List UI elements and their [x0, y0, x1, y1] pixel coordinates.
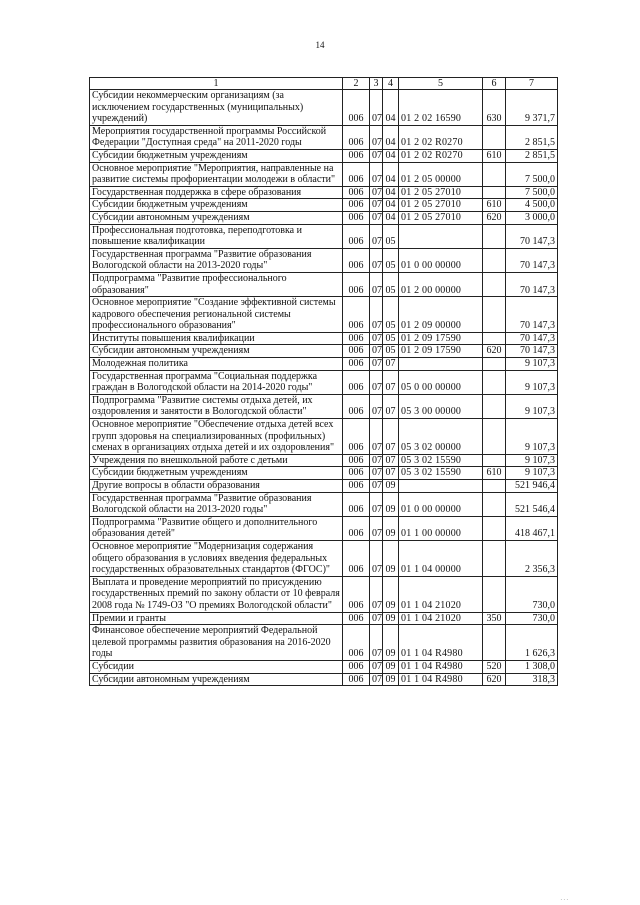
row-amount: 521 946,4 [506, 480, 558, 493]
row-expense-type [483, 394, 506, 418]
row-target-article [399, 358, 483, 371]
row-ministry-code: 006 [343, 660, 370, 673]
row-name: Основное мероприятие "Обеспечение отдыха детей всех групп здоровья на специализированных (профильных) сменах в организациях отдыха детей и их оздоровления" [90, 419, 343, 455]
row-subsection-code: 04 [383, 186, 399, 199]
row-name: Государственная поддержка в сфере образования [90, 186, 343, 199]
row-target-article [399, 480, 483, 493]
table-row [90, 454, 558, 467]
row-expense-type [483, 454, 506, 467]
table-row [90, 480, 558, 493]
row-target-article: 01 2 09 17590 [399, 345, 483, 358]
header-col-5: 5 [399, 78, 483, 90]
table-row [90, 516, 558, 540]
row-expense-type: 610 [483, 467, 506, 480]
row-target-article: 01 0 00 00000 [399, 248, 483, 272]
row-section-code: 07 [370, 224, 383, 248]
row-target-article: 01 1 04 21020 [399, 576, 483, 612]
row-subsection-code: 05 [383, 272, 399, 296]
row-subsection-code: 07 [383, 467, 399, 480]
row-name: Государственная программа "Социальная поддержка граждан в Вологодской области на 2014-2020 годы" [90, 370, 343, 394]
row-section-code: 07 [370, 516, 383, 540]
row-section-code: 07 [370, 576, 383, 612]
row-amount: 9 107,3 [506, 358, 558, 371]
row-subsection-code: 07 [383, 394, 399, 418]
row-name: Субсидии бюджетным учреждениям [90, 467, 343, 480]
row-target-article: 01 1 04 R4980 [399, 660, 483, 673]
row-name: Субсидии автономным учреждениям [90, 673, 343, 686]
row-ministry-code: 006 [343, 162, 370, 186]
row-amount: 70 147,3 [506, 272, 558, 296]
corner-mark: . . . [560, 896, 568, 902]
table-row [90, 419, 558, 455]
row-ministry-code: 006 [343, 358, 370, 371]
row-name: Государственная программа "Развитие образования Вологодской области на 2013-2020 годы" [90, 248, 343, 272]
row-target-article: 05 0 00 00000 [399, 370, 483, 394]
row-amount: 9 371,7 [506, 90, 558, 126]
row-ministry-code: 006 [343, 199, 370, 212]
row-amount: 9 107,3 [506, 454, 558, 467]
row-ministry-code: 006 [343, 419, 370, 455]
row-target-article: 01 2 02 R0270 [399, 125, 483, 149]
table-row [90, 673, 558, 686]
row-section-code: 07 [370, 370, 383, 394]
row-expense-type [483, 358, 506, 371]
row-ministry-code: 006 [343, 576, 370, 612]
row-section-code: 07 [370, 660, 383, 673]
row-expense-type [483, 370, 506, 394]
table-row [90, 186, 558, 199]
table-row [90, 248, 558, 272]
header-col-6: 6 [483, 78, 506, 90]
row-subsection-code: 05 [383, 332, 399, 345]
row-amount: 70 147,3 [506, 332, 558, 345]
row-name: Основное мероприятие "Мероприятия, направленные на развитие системы профориентации молодежи в области" [90, 162, 343, 186]
row-name: Молодежная политика [90, 358, 343, 371]
row-target-article: 05 3 02 15590 [399, 467, 483, 480]
row-target-article: 01 2 05 27010 [399, 186, 483, 199]
row-amount: 730,0 [506, 612, 558, 625]
row-subsection-code: 05 [383, 345, 399, 358]
row-name: Подпрограмма "Развитие общего и дополнительного образования детей" [90, 516, 343, 540]
table-row [90, 576, 558, 612]
row-ministry-code: 006 [343, 467, 370, 480]
row-target-article: 01 0 00 00000 [399, 492, 483, 516]
row-target-article: 01 1 04 21020 [399, 612, 483, 625]
row-target-article: 01 2 09 17590 [399, 332, 483, 345]
row-ministry-code: 006 [343, 480, 370, 493]
row-target-article: 01 1 04 00000 [399, 540, 483, 576]
row-expense-type [483, 332, 506, 345]
row-target-article: 01 2 02 16590 [399, 90, 483, 126]
row-ministry-code: 006 [343, 673, 370, 686]
row-name: Субсидии бюджетным учреждениям [90, 199, 343, 212]
row-expense-type: 620 [483, 673, 506, 686]
row-ministry-code: 006 [343, 149, 370, 162]
row-subsection-code: 04 [383, 125, 399, 149]
row-expense-type [483, 419, 506, 455]
row-section-code: 07 [370, 358, 383, 371]
row-subsection-code: 04 [383, 211, 399, 224]
row-section-code: 07 [370, 211, 383, 224]
row-expense-type [483, 480, 506, 493]
row-name: Финансовое обеспечение мероприятий Федеральной целевой программы развития образования на 2016-2020 годы [90, 625, 343, 661]
row-ministry-code: 006 [343, 345, 370, 358]
table-body [90, 90, 558, 686]
page-number: 14 [315, 40, 325, 50]
row-name: Институты повышения квалификации [90, 332, 343, 345]
row-section-code: 07 [370, 673, 383, 686]
row-amount: 1 308,0 [506, 660, 558, 673]
row-target-article: 01 2 00 00000 [399, 272, 483, 296]
row-section-code: 07 [370, 345, 383, 358]
table-row [90, 540, 558, 576]
row-name: Выплата и проведение мероприятий по присуждению государственных премий по закону области от 10 февраля 2008 года № 1749-ОЗ "О премиях Вологодской области" [90, 576, 343, 612]
row-section-code: 07 [370, 540, 383, 576]
row-amount: 9 107,3 [506, 370, 558, 394]
row-ministry-code: 006 [343, 492, 370, 516]
table-row [90, 211, 558, 224]
row-ministry-code: 006 [343, 516, 370, 540]
table-row [90, 345, 558, 358]
row-subsection-code: 07 [383, 370, 399, 394]
row-amount: 730,0 [506, 576, 558, 612]
row-section-code: 07 [370, 162, 383, 186]
table-row [90, 272, 558, 296]
row-section-code: 07 [370, 394, 383, 418]
row-section-code: 07 [370, 625, 383, 661]
row-target-article: 01 2 05 00000 [399, 162, 483, 186]
header-col-7: 7 [506, 78, 558, 90]
row-target-article: 01 2 09 00000 [399, 297, 483, 333]
row-expense-type: 630 [483, 90, 506, 126]
row-amount: 2 851,5 [506, 125, 558, 149]
row-section-code: 07 [370, 90, 383, 126]
row-ministry-code: 006 [343, 540, 370, 576]
row-subsection-code: 09 [383, 540, 399, 576]
row-expense-type: 350 [483, 612, 506, 625]
header-col-3: 3 [370, 78, 383, 90]
row-name: Другие вопросы в области образования [90, 480, 343, 493]
row-ministry-code: 006 [343, 224, 370, 248]
table-row [90, 660, 558, 673]
row-name: Субсидии автономным учреждениям [90, 345, 343, 358]
row-amount: 70 147,3 [506, 297, 558, 333]
row-section-code: 07 [370, 149, 383, 162]
row-ministry-code: 006 [343, 90, 370, 126]
table-row [90, 612, 558, 625]
row-section-code: 07 [370, 454, 383, 467]
row-subsection-code: 09 [383, 612, 399, 625]
row-subsection-code: 04 [383, 149, 399, 162]
row-expense-type [483, 625, 506, 661]
row-subsection-code: 09 [383, 673, 399, 686]
row-section-code: 07 [370, 297, 383, 333]
row-ministry-code: 006 [343, 625, 370, 661]
row-amount: 70 147,3 [506, 224, 558, 248]
row-ministry-code: 006 [343, 248, 370, 272]
row-name: Премии и гранты [90, 612, 343, 625]
row-subsection-code: 04 [383, 90, 399, 126]
table-row [90, 149, 558, 162]
row-amount: 418 467,1 [506, 516, 558, 540]
row-ministry-code: 006 [343, 370, 370, 394]
row-amount: 2 356,3 [506, 540, 558, 576]
row-amount: 3 000,0 [506, 211, 558, 224]
header-col-4: 4 [383, 78, 399, 90]
row-subsection-code: 09 [383, 516, 399, 540]
row-name: Мероприятия государственной программы Российской Федерации "Доступная среда" на 2011-2020 годы [90, 125, 343, 149]
row-target-article: 01 2 05 27010 [399, 211, 483, 224]
table-header-row [90, 78, 558, 90]
row-expense-type [483, 224, 506, 248]
row-section-code: 07 [370, 186, 383, 199]
row-subsection-code: 07 [383, 419, 399, 455]
table-row [90, 125, 558, 149]
row-target-article: 01 1 00 00000 [399, 516, 483, 540]
row-expense-type: 610 [483, 199, 506, 212]
row-name: Государственная программа "Развитие образования Вологодской области на 2013-2020 годы" [90, 492, 343, 516]
table-row [90, 162, 558, 186]
row-subsection-code: 05 [383, 248, 399, 272]
row-subsection-code: 04 [383, 199, 399, 212]
row-section-code: 07 [370, 467, 383, 480]
row-subsection-code: 05 [383, 224, 399, 248]
row-expense-type [483, 492, 506, 516]
row-section-code: 07 [370, 272, 383, 296]
row-section-code: 07 [370, 612, 383, 625]
row-target-article: 05 3 00 00000 [399, 394, 483, 418]
row-expense-type [483, 297, 506, 333]
row-section-code: 07 [370, 419, 383, 455]
row-ministry-code: 006 [343, 297, 370, 333]
row-name: Учреждения по внешкольной работе с детьми [90, 454, 343, 467]
row-amount: 70 147,3 [506, 345, 558, 358]
table-row [90, 199, 558, 212]
row-section-code: 07 [370, 199, 383, 212]
row-amount: 1 626,3 [506, 625, 558, 661]
table-row [90, 90, 558, 126]
row-subsection-code: 09 [383, 576, 399, 612]
row-ministry-code: 006 [343, 454, 370, 467]
row-expense-type [483, 272, 506, 296]
row-subsection-code: 09 [383, 480, 399, 493]
row-amount: 521 546,4 [506, 492, 558, 516]
row-target-article: 05 3 02 15590 [399, 454, 483, 467]
row-amount: 7 500,0 [506, 162, 558, 186]
row-amount: 7 500,0 [506, 186, 558, 199]
row-amount: 9 107,3 [506, 394, 558, 418]
row-section-code: 07 [370, 248, 383, 272]
row-subsection-code: 09 [383, 625, 399, 661]
row-target-article: 01 2 05 27010 [399, 199, 483, 212]
row-expense-type: 610 [483, 149, 506, 162]
row-ministry-code: 006 [343, 125, 370, 149]
row-ministry-code: 006 [343, 186, 370, 199]
table-row [90, 358, 558, 371]
row-section-code: 07 [370, 480, 383, 493]
row-amount: 2 851,5 [506, 149, 558, 162]
row-subsection-code: 07 [383, 454, 399, 467]
row-expense-type: 520 [483, 660, 506, 673]
row-name: Подпрограмма "Развитие системы отдыха детей, их оздоровления и занятости в Вологодской области" [90, 394, 343, 418]
row-name: Подпрограмма "Развитие профессионального образования" [90, 272, 343, 296]
row-ministry-code: 006 [343, 394, 370, 418]
row-amount: 70 147,3 [506, 248, 558, 272]
row-subsection-code: 09 [383, 660, 399, 673]
row-expense-type [483, 540, 506, 576]
row-target-article: 05 3 02 00000 [399, 419, 483, 455]
row-section-code: 07 [370, 125, 383, 149]
row-amount: 318,3 [506, 673, 558, 686]
row-subsection-code: 04 [383, 162, 399, 186]
row-ministry-code: 006 [343, 211, 370, 224]
table-row [90, 467, 558, 480]
row-ministry-code: 006 [343, 332, 370, 345]
row-amount: 9 107,3 [506, 467, 558, 480]
row-name: Основное мероприятие "Создание эффективной системы кадрового обеспечения региональной системы профессионального образования" [90, 297, 343, 333]
row-subsection-code: 09 [383, 492, 399, 516]
row-ministry-code: 006 [343, 612, 370, 625]
row-subsection-code: 05 [383, 297, 399, 333]
row-expense-type [483, 516, 506, 540]
row-subsection-code: 07 [383, 358, 399, 371]
row-name: Субсидии бюджетным учреждениям [90, 149, 343, 162]
header-col-2: 2 [343, 78, 370, 90]
row-target-article [399, 224, 483, 248]
row-ministry-code: 006 [343, 272, 370, 296]
table-row [90, 370, 558, 394]
table-row [90, 492, 558, 516]
row-target-article: 01 1 04 R4980 [399, 625, 483, 661]
row-expense-type [483, 186, 506, 199]
table-row [90, 297, 558, 333]
row-target-article: 01 1 04 R4980 [399, 673, 483, 686]
table-row [90, 625, 558, 661]
row-expense-type [483, 162, 506, 186]
row-section-code: 07 [370, 332, 383, 345]
row-target-article: 01 2 02 R0270 [399, 149, 483, 162]
row-expense-type [483, 248, 506, 272]
table-row [90, 224, 558, 248]
row-amount: 9 107,3 [506, 419, 558, 455]
budget-table [89, 77, 558, 686]
header-col-1: 1 [90, 78, 343, 90]
row-name: Субсидии некоммерческим организациям (за исключением государственных (муниципальных) учреждений) [90, 90, 343, 126]
row-name: Основное мероприятие "Модернизация содержания общего образования в условиях введения федеральных государственных образовательных стандартов (ФГОС)" [90, 540, 343, 576]
table-row [90, 332, 558, 345]
row-section-code: 07 [370, 492, 383, 516]
row-name: Профессиональная подготовка, переподготовка и повышение квалификации [90, 224, 343, 248]
row-expense-type [483, 576, 506, 612]
row-name: Субсидии автономным учреждениям [90, 211, 343, 224]
table-row [90, 394, 558, 418]
row-expense-type: 620 [483, 345, 506, 358]
row-name: Субсидии [90, 660, 343, 673]
row-amount: 4 500,0 [506, 199, 558, 212]
row-expense-type [483, 125, 506, 149]
row-expense-type: 620 [483, 211, 506, 224]
